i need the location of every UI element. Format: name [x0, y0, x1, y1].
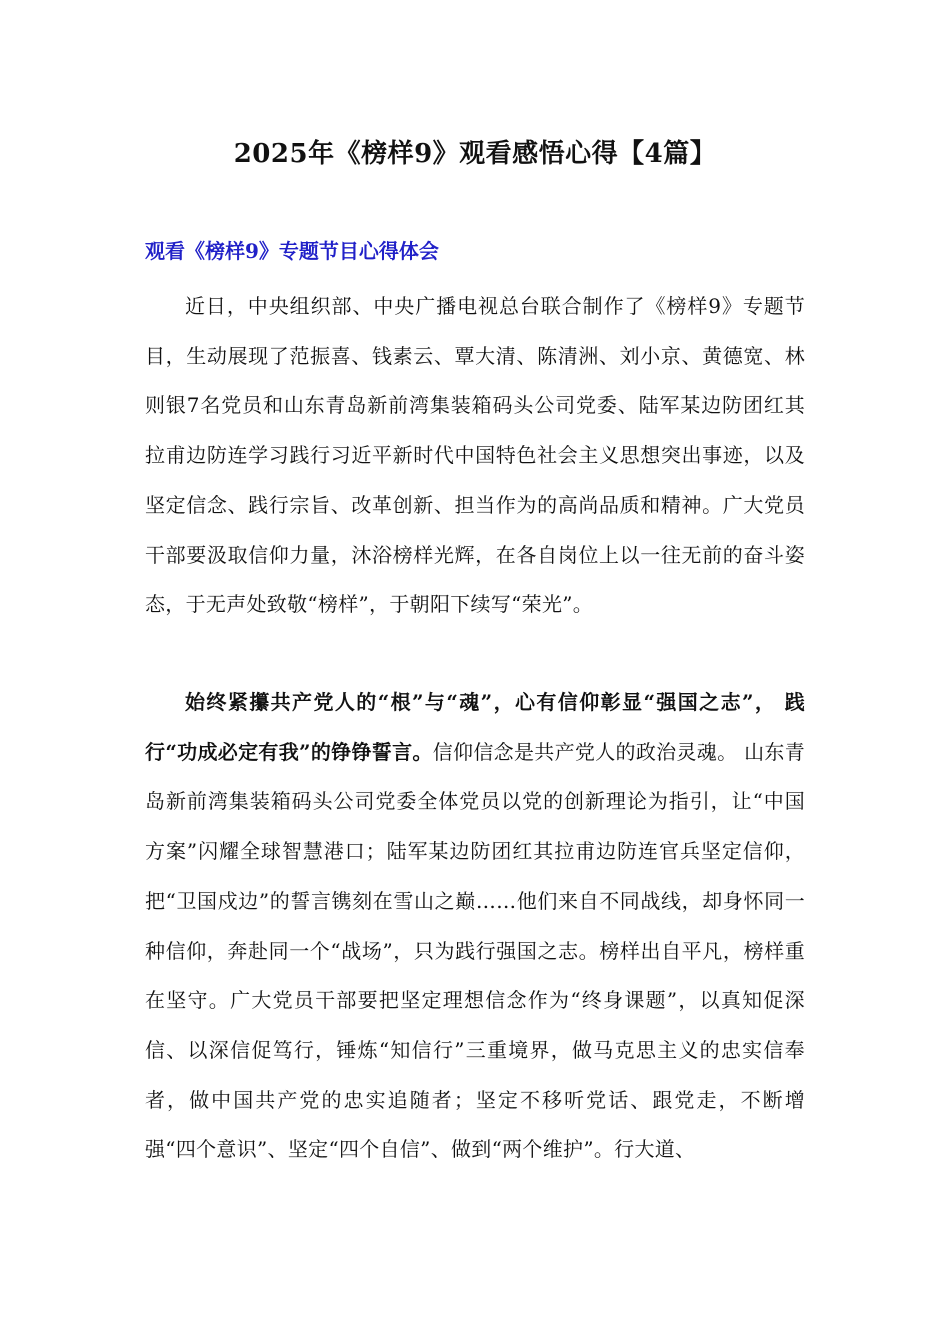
- paragraph-2-body: 信仰信念是共产党人的政治灵魂。 山东青岛新前湾集装箱码头公司党委全体党员以党的创新理论为指引，让“中国方案”闪耀全球智慧港口；陆军某边防团红其拉甫边防连官兵坚定信仰，把“卫国戍边”的誓言镌刻在雪山之巅……他们来自不同战线，却身怀同一种信仰，奔赴同一个“战场”，只为践行强国之志。榜样出自平凡，榜样重在坚守。广大党员干部要把坚定理想信念作为“终身课题”，以真知促深信、以深信促笃行，锤炼“知信行”三重境界，做马克思主义的忠实信奉者，做中国共产党的忠实追随者；坚定不移听党话、跟党走，不断增强“四个意识”、坚定“四个自信”、做到“两个维护”。行大道、: [145, 739, 805, 1162]
- section-heading: 观看《榜样9》专题节目心得体会: [145, 239, 439, 263]
- paragraph-2-bold-lead: 始终紧攥共产党人的“根”与“魂”，心有信仰彰显“强国之志”， 践行“功成必定有我”的铮铮誓言。: [145, 690, 805, 764]
- paragraph-1: 近日，中央组织部、中央广播电视总台联合制作了《榜样9》专题节目，生动展现了范振喜、钱素云、覃大清、陈清洲、刘小京、黄德宽、林则银7名党员和山东青岛新前湾集装箱码头公司党委、陆军某边防团红其拉甫边防连学习践行习近平新时代中国特色社会主义思想突出事迹，以及坚定信念、践行宗旨、改革创新、担当作为的高尚品质和精神。广大党员干部要汲取信仰力量，沐浴榜样光辉，在各自岗位上以一往无前的奋斗姿态，于无声处致敬“榜样”，于朝阳下续写“荣光”。: [145, 294, 805, 617]
- document-title: 2025年《榜样9》观看感悟心得【4篇】: [233, 139, 717, 169]
- paragraph-2: [145, 678, 805, 1175]
